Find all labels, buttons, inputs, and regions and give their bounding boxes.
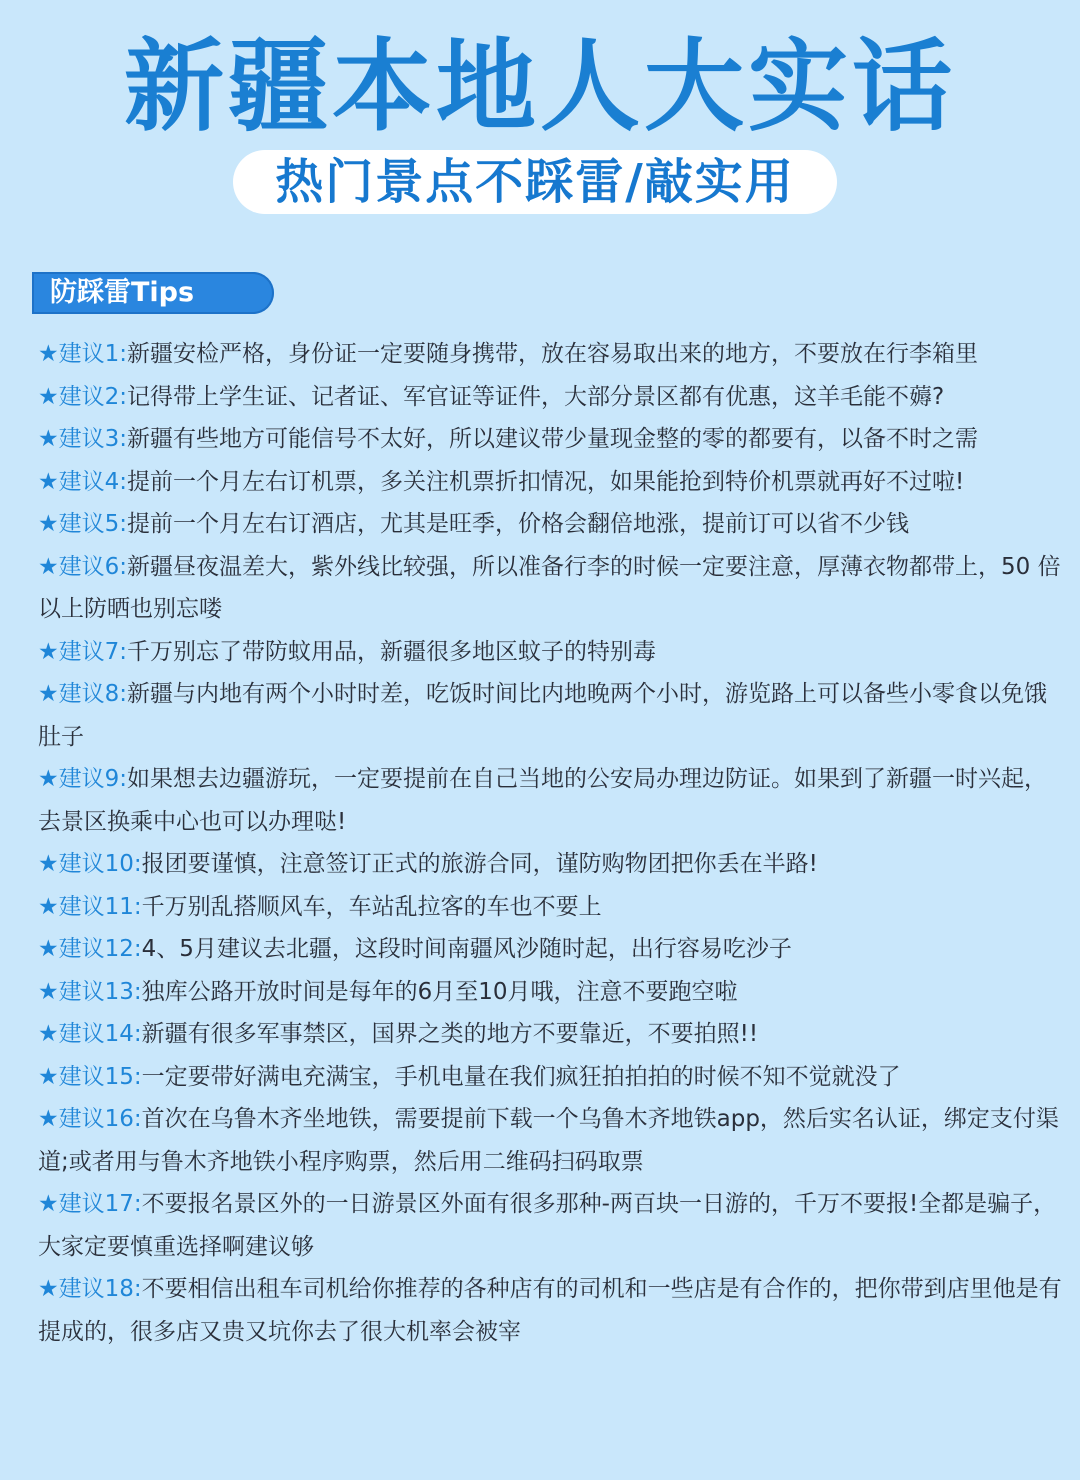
list-item (38, 503, 1062, 546)
list-item (38, 546, 1062, 631)
tip-text: 千万别乱搭顺风车，车站乱拉客的车也不要上 (141, 893, 602, 920)
tip-text: 新疆有很多军事禁区，国界之类的地方不要靠近，不要拍照!! (141, 1021, 759, 1047)
tip-text: 千万别忘了带防蚊用品，新疆很多地区蚊子的特别毒 (127, 638, 657, 665)
tip-label: ★建议14: (38, 1021, 142, 1047)
list-item (38, 631, 1062, 674)
tip-text: 新疆昼夜温差大，紫外线比较强，所以准备行李的时候一定要注意，厚薄衣物都带上，50 倍以上防晒也别忘喽 (38, 553, 1061, 622)
list-item (38, 673, 1062, 758)
tip-label: ★建议11: (38, 893, 142, 920)
list-item (38, 971, 1062, 1014)
tip-text: 独库公路开放时间是每年的6月至10月哦，注意不要跑空啦 (141, 978, 738, 1005)
tip-text: 提前一个月左右订机票，多关注机票折扣情况，如果能抢到特价机票就再好不过啦! (127, 468, 965, 495)
tip-label: ★建议18: (38, 1276, 142, 1302)
tip-text: 记得带上学生证、记者证、军官证等证件，大部分景区都有优惠，这羊毛能不薅? (127, 383, 945, 410)
list-item (38, 376, 1062, 419)
tip-text: 不要报名景区外的一日游景区外面有很多那种-两百块一日游的，千万不要报!全都是骗子，大家定要慎重选择啊建议够 (38, 1191, 1057, 1260)
list-item (38, 1056, 1062, 1099)
section-tag-label: 防踩雷Tips (50, 277, 195, 308)
tip-label: ★建议5: (38, 511, 128, 537)
section-tag (32, 272, 274, 314)
tip-text: 报团要谨慎，注意签订正式的旅游合同，谨防购物团把你丢在半路! (141, 851, 818, 877)
tip-label: ★建议9: (38, 766, 128, 792)
tip-label: ★建议7: (38, 638, 128, 665)
tip-label: ★建议15: (38, 1063, 142, 1090)
list-item (38, 1013, 1062, 1056)
list-item (38, 758, 1062, 843)
tips-list (38, 333, 1062, 1353)
tip-text: 提前一个月左右订酒店，尤其是旺季，价格会翻倍地涨，提前订可以省不少钱 (127, 511, 910, 537)
list-item (38, 886, 1062, 929)
tip-label: ★建议1: (38, 341, 128, 367)
subtitle-banner: 热门景点不踩雷/敲实用 (233, 150, 837, 214)
page-title: 新疆本地人大实话 (124, 28, 956, 145)
list-item (38, 333, 1062, 376)
tip-text: 新疆与内地有两个小时时差，吃饭时间比内地晚两个小时，游览路上可以备些小零食以免饿肚子 (38, 681, 1048, 750)
tip-label: ★建议3: (38, 426, 128, 452)
tip-label: ★建议17: (38, 1191, 142, 1217)
list-item (38, 1268, 1062, 1353)
tip-label: ★建议16: (38, 1106, 142, 1132)
tip-text: 新疆有些地方可能信号不太好，所以建议带少量现金整的零的都要有，以备不时之需 (127, 426, 979, 452)
list-item (38, 1098, 1062, 1183)
tip-text: 一定要带好满电充满宝，手机电量在我们疯狂拍拍拍的时候不知不觉就没了 (141, 1063, 901, 1090)
tip-label: ★建议8: (38, 681, 128, 707)
list-item (38, 928, 1062, 971)
list-item (38, 418, 1062, 461)
tip-label: ★建议12: (38, 936, 142, 962)
list-item (38, 461, 1062, 504)
list-item (38, 1183, 1062, 1268)
tip-text: 4、5月建议去北疆，这段时间南疆风沙随时起，出行容易吃沙子 (141, 936, 792, 962)
list-item (38, 843, 1062, 886)
tip-text: 如果想去边疆游玩，一定要提前在自己当地的公安局办理边防证。如果到了新疆一时兴起，去景区换乘中心也可以办理哒! (38, 766, 1048, 835)
tip-label: ★建议13: (38, 978, 142, 1005)
tip-label: ★建议4: (38, 468, 128, 495)
tip-text: 首次在乌鲁木齐坐地铁，需要提前下载一个乌鲁木齐地铁app，然后实名认证，绑定支付渠道;或者用与鲁木齐地铁小程序购票，然后用二维码扫码取票 (38, 1106, 1059, 1175)
tip-label: ★建议2: (38, 383, 128, 410)
tip-text: 不要相信出租车司机给你推荐的各种店有的司机和一些店是有合作的，把你带到店里他是有提成的，很多店又贵又坑你去了很大机率会被宰 (38, 1276, 1062, 1345)
tip-text: 新疆安检严格，身份证一定要随身携带，放在容易取出来的地方，不要放在行李箱里 (127, 341, 979, 367)
tip-label: ★建议10: (38, 851, 142, 877)
tip-label: ★建议6: (38, 553, 128, 580)
